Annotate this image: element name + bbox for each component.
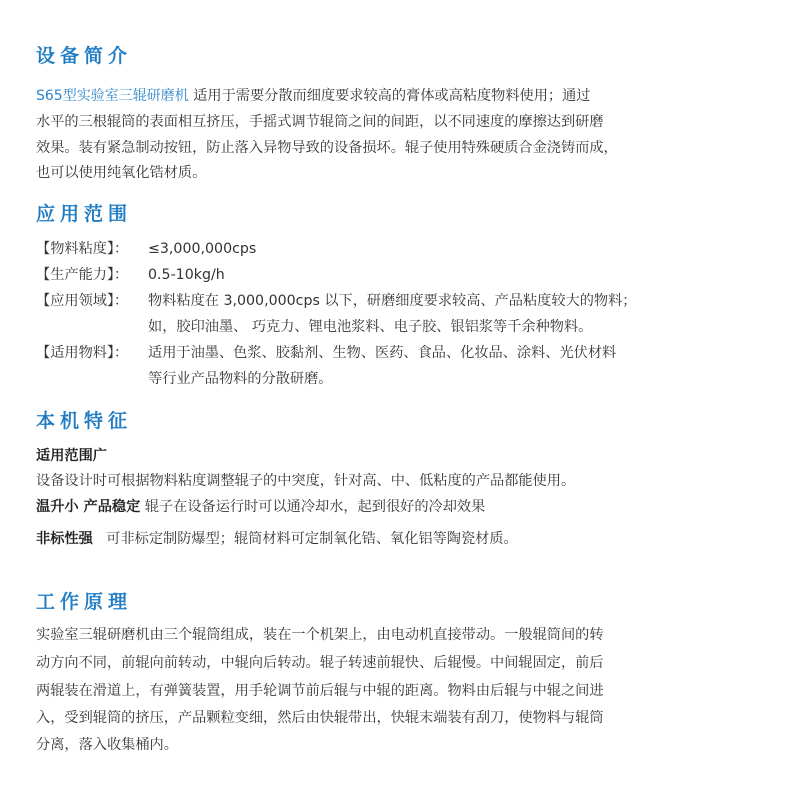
section-heading-application: 应用范围 [36, 203, 133, 225]
feature-1-title: 适用范围广 [36, 448, 107, 464]
intro-line-3: 效果。装有紧急制动按钮，防止落入异物导致的设备损坏。辊子使用特殊硬质合金浇铸而成， [36, 140, 618, 156]
section-heading-features: 本机特征 [36, 410, 133, 432]
section-heading-principle: 工作原理 [36, 591, 133, 613]
row-label: 【生产能力】： [36, 267, 129, 283]
feature-3-title: 非标性强 [36, 531, 93, 547]
model-name: S65型实验室三辊研磨机 [36, 88, 189, 104]
application-row-capacity [36, 262, 225, 288]
feature-1-text: 设备设计时可根据物料粘度调整辊子的中突度，针对高、中、低粘度的产品都能使用。 [36, 473, 576, 489]
principle-line-1: 实验室三辊研磨机由三个辊筒组成，装在一个机架上，由电动机直接带动。一般辊筒间的转 [36, 627, 604, 643]
principle-line-2: 动方向不同，前辊向前转动，中辊向后转动。辊子转速前辊快、后辊慢。中间辊固定，前后 [36, 655, 604, 671]
application-row-fields-cont: 如，胶印油墨、 巧克力、锂电池浆料、电子胶、银铝浆等千余种物料。 [148, 319, 593, 335]
intro-line-4: 也可以使用纯氧化锆材质。 [36, 165, 207, 181]
principle-line-4: 入，受到辊筒的挤压，产品颗粒变细，然后由快辊带出，快辊末端装有刮刀，使物料与辊筒 [36, 710, 604, 726]
principle-line-5: 分离，落入收集桶内。 [36, 737, 178, 753]
application-row-materials [36, 340, 616, 366]
principle-line-3: 两辊装在滑道上，有弹簧装置，用手轮调节前后辊与中辊的距离。物料由后辊与中辊之间进 [36, 683, 604, 699]
section-heading-intro: 设备简介 [36, 45, 133, 67]
row-value: 适用于油墨、色浆、胶黏剂、生物、医药、食品、化妆品、涂料、光伏材料 [148, 345, 617, 361]
feature-3 [36, 526, 518, 552]
feature-2-text: 辊子在设备运行时可以通冷却水，起到很好的冷却效果 [144, 499, 486, 515]
row-label: 【适用物料】： [36, 345, 129, 361]
intro-text-1: 适用于需要分散而细度要求较高的膏体或高粘度物料使用；通过 [193, 88, 591, 104]
row-label: 【物料粘度】： [36, 241, 129, 257]
intro-line-2: 水平的三根辊筒的表面相互挤压，手摇式调节辊筒之间的间距，以不同速度的摩擦达到研磨 [36, 114, 604, 130]
row-value: ≤3,000,000cps [148, 241, 257, 257]
row-label: 【应用领域】： [36, 293, 129, 309]
intro-line-1 [36, 83, 590, 109]
application-row-fields [36, 288, 637, 314]
feature-3-text: 可非标定制防爆型；辊筒材料可定制氧化锆、氧化铝等陶瓷材质。 [106, 531, 518, 547]
row-value: 物料粘度在 3,000,000cps 以下，研磨细度要求较高、产品粘度较大的物料； [148, 293, 637, 309]
feature-2-title: 温升小 产品稳定 [36, 499, 141, 515]
row-value: 0.5-10kg/h [148, 267, 225, 283]
feature-2 [36, 494, 485, 520]
application-row-materials-cont: 等行业产品物料的分散研磨。 [148, 371, 333, 387]
application-row-viscosity [36, 236, 256, 262]
